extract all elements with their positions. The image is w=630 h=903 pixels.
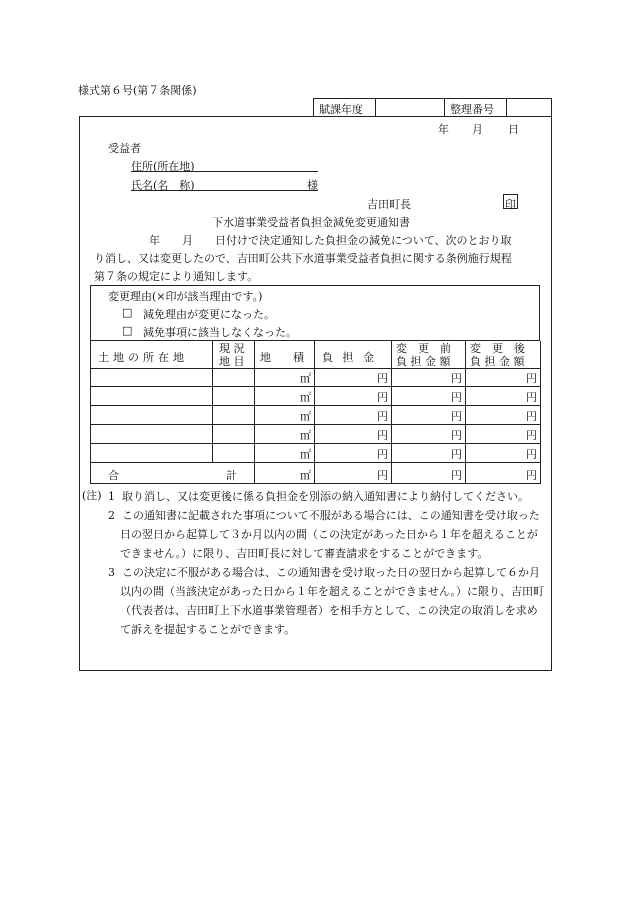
note-item-2 <box>88 506 548 563</box>
charge-unit: 円 <box>377 469 388 482</box>
note-number: 3 <box>108 566 115 579</box>
note-number: 2 <box>108 509 115 522</box>
header-before-1: 変 更 前 <box>396 342 451 355</box>
charge-unit: 円 <box>377 391 388 404</box>
header-status-2: 地 目 <box>219 355 245 368</box>
checkbox-icon[interactable]: □ <box>122 324 133 337</box>
area-unit: ㎡ <box>300 391 311 404</box>
form-label: 様式第６号(第７条関係) <box>78 84 197 97</box>
date-month: 月 <box>472 123 483 136</box>
charge-unit: 円 <box>377 410 388 423</box>
notes-list <box>88 487 548 639</box>
number-label: 整理番号 <box>450 103 494 116</box>
charge-unit: 円 <box>377 372 388 385</box>
note-number: 1 <box>108 490 115 503</box>
issuer-title: 吉田町長 <box>367 198 411 211</box>
area-unit: ㎡ <box>300 372 311 385</box>
after-unit: 円 <box>526 429 537 442</box>
before-unit: 円 <box>451 469 462 482</box>
area-unit: ㎡ <box>300 410 311 423</box>
note-text: 取り消し、又は変更後に係る負担金を別添の納入通知書により納付してください。 <box>122 490 529 503</box>
header-after-1: 変 更 後 <box>470 342 525 355</box>
fiscal-year-label: 賦課年度 <box>319 103 363 116</box>
area-unit: ㎡ <box>300 469 311 482</box>
after-unit: 円 <box>526 469 537 482</box>
note-text: この通知書に記載された事項について不服がある場合には、この通知書を受け取った日の翌日から起算して３か月以内の間（この決定があった日から１年を超えることができません。）に限り、吉田町長に対して審査請求をすることができます。 <box>120 509 540 560</box>
header-before-2: 負 担 金 額 <box>396 355 451 368</box>
after-unit: 円 <box>526 448 537 461</box>
honorific: 様 <box>307 179 318 192</box>
header-after-2: 負 担 金 額 <box>470 355 525 368</box>
seal-mark: 印 <box>505 198 516 211</box>
before-unit: 円 <box>451 391 462 404</box>
address-underline <box>131 171 318 172</box>
reason-option-1: 減免理由が変更になった。 <box>143 308 275 321</box>
name-underline <box>131 190 318 191</box>
before-unit: 円 <box>451 372 462 385</box>
note-text: この決定に不服がある場合は、この通知書を受け取った日の翌日から起算して６か月以内の間（当該決定があった日から１年を超えることができません。）に限り、吉田町（代表者は、吉田町上下水道事業管理者）を相手方として、この決定の取消しを求めて訴えを提起することができます。 <box>120 566 545 636</box>
date-day: 日 <box>508 123 519 136</box>
body-line-2: り消し、又は変更したので、吉田町公共下水道事業受益者負担に関する条例施行規程 <box>94 252 512 265</box>
area-unit: ㎡ <box>300 448 311 461</box>
after-unit: 円 <box>526 372 537 385</box>
header-area: 地 積 <box>260 351 304 364</box>
after-unit: 円 <box>526 391 537 404</box>
total-right: 計 <box>226 469 237 482</box>
before-unit: 円 <box>451 410 462 423</box>
recipient-heading: 受益者 <box>108 142 141 155</box>
charge-unit: 円 <box>377 429 388 442</box>
body-line-1: 年 月 日付けで決定通知した負担金の減免について、次のとおり取 <box>94 234 512 247</box>
notes-prefix: (注) <box>82 489 102 502</box>
date-year: 年 <box>438 123 449 136</box>
header-location: 土地の所在地 <box>98 351 188 364</box>
body-line-3: 第７条の規定により通知します。 <box>94 270 259 283</box>
charge-unit: 円 <box>377 448 388 461</box>
note-item-3 <box>88 563 548 639</box>
name-label: 氏名(名 称) <box>131 179 195 192</box>
reason-heading: 変更理由(×印が該当理由です。) <box>108 290 263 303</box>
total-left: 合 <box>108 469 119 482</box>
note-item-1 <box>88 487 548 506</box>
header-charge: 負 担 金 <box>322 351 377 364</box>
address-label: 住所(所在地) <box>131 160 195 173</box>
before-unit: 円 <box>451 429 462 442</box>
before-unit: 円 <box>451 448 462 461</box>
reason-option-2: 減免事項に該当しなくなった。 <box>143 326 297 339</box>
after-unit: 円 <box>526 410 537 423</box>
document-title: 下水道事業受益者負担金減免変更通知書 <box>212 216 410 229</box>
area-unit: ㎡ <box>300 429 311 442</box>
header-status-1: 現 況 <box>219 342 245 355</box>
checkbox-icon[interactable]: □ <box>122 306 133 319</box>
